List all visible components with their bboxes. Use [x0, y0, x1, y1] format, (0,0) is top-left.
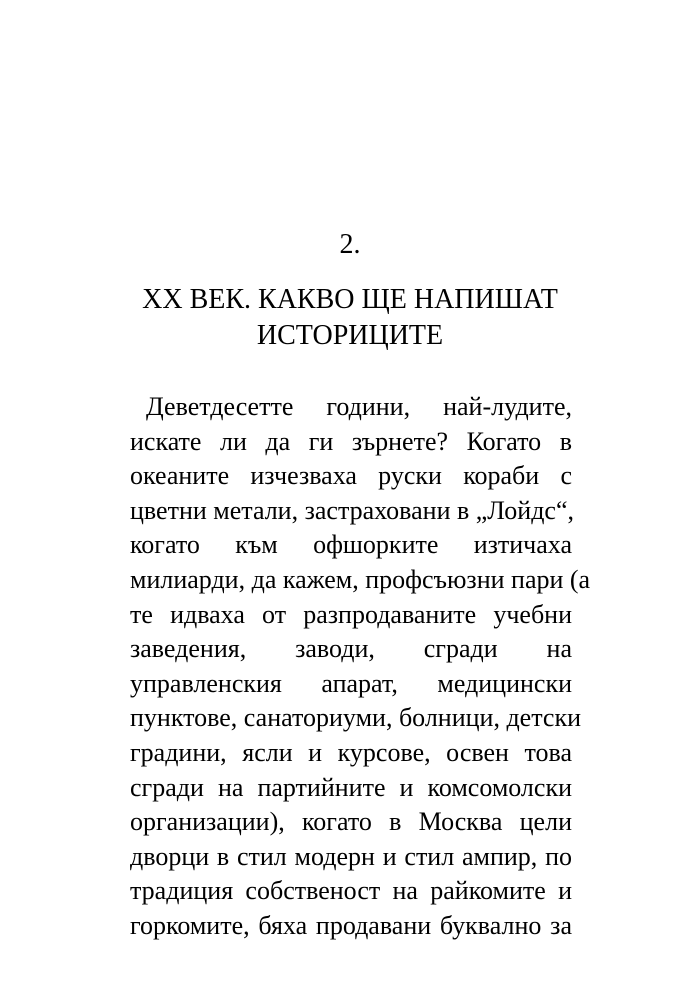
text-line: горкомите, бяха продавани буквално за	[130, 910, 572, 940]
text-line: заведения, заводи, сгради на	[130, 634, 572, 664]
text-line: океаните изчезваха руски кораби с	[130, 461, 572, 491]
text-line: цветни метали, застраховани в „Лойдс“,	[130, 495, 575, 525]
text-line: традиция собственост на райкомите и	[130, 876, 572, 906]
text-line: управленския апарат, медицински	[130, 668, 572, 698]
text-line: Деветдесетте години, най-лудите,	[146, 392, 572, 421]
chapter-number: 2.	[339, 229, 361, 260]
text-line: пунктове, санаториуми, болници, детски	[130, 703, 581, 733]
chapter-title-line: ИСТОРИЦИТЕ	[256, 320, 444, 351]
text-line: градини, ясли и курсове, освен това	[130, 737, 572, 767]
body-text	[130, 390, 591, 944]
text-line: дворци в стил модерн и стил ампир, по	[130, 841, 572, 871]
text-line: сгради на партийните и комсомолски	[130, 772, 572, 802]
text-line: организации), когато в Москва цели	[130, 807, 572, 837]
text-line: искате ли да ги зърнете? Когато в	[130, 426, 572, 456]
text-line: те идваха от разпродаваните учебни	[130, 599, 572, 629]
chapter-title	[120, 282, 580, 354]
text-line: когато към офшорките изтичаха	[130, 530, 572, 560]
chapter-title-line: XX ВЕК. КАКВО ЩЕ НАПИШАТ	[142, 284, 558, 315]
text-line: милиарди, да кажем, профсъюзни пари (а	[130, 564, 591, 594]
